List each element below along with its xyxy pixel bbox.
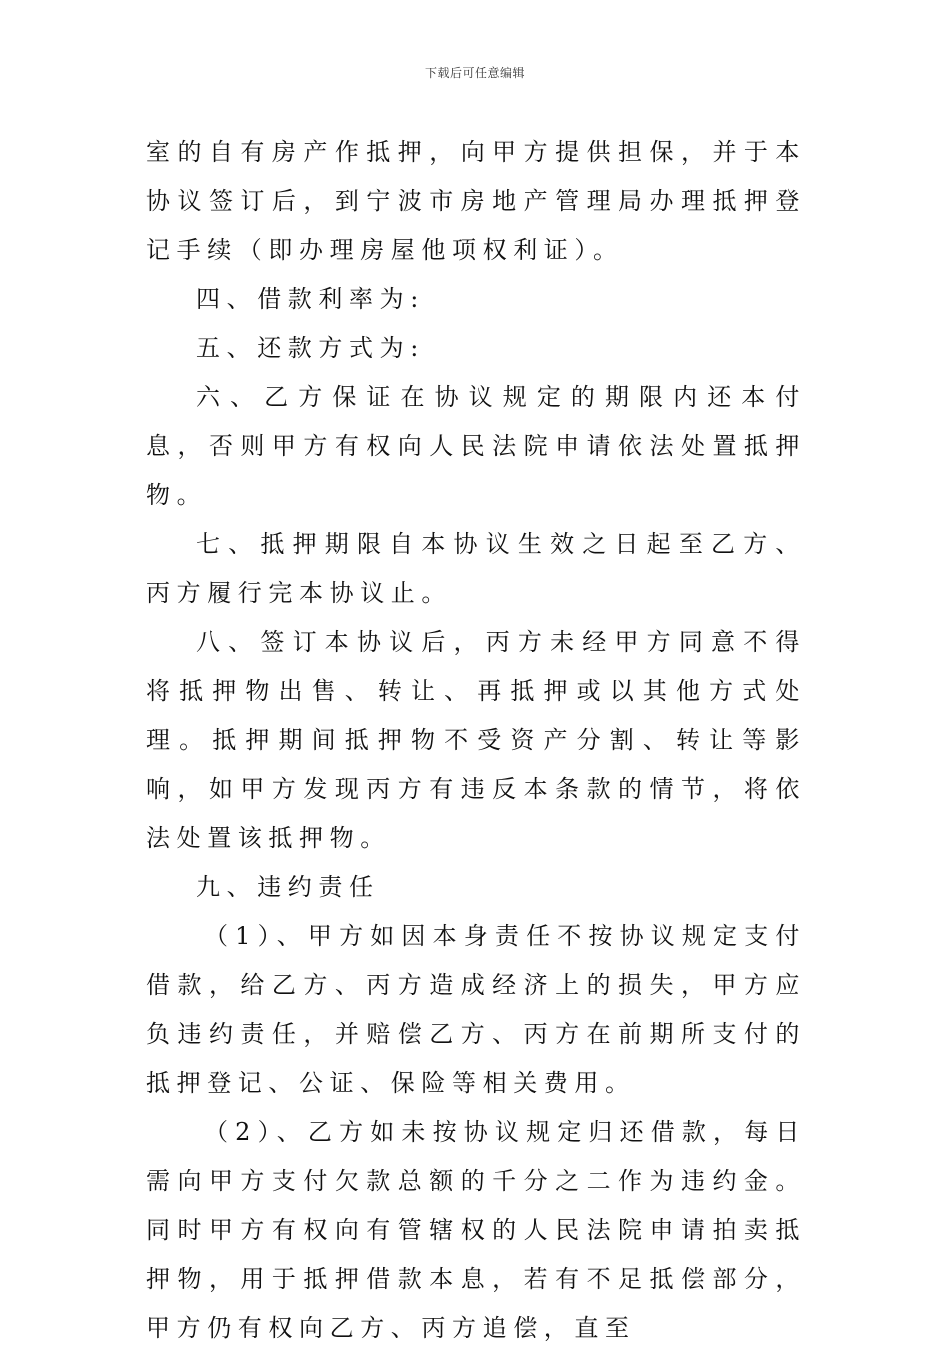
paragraph-repayment-guarantee: 六、乙方保证在协议规定的期限内还本付息，否则甲方有权向人民法院申请依法处置抵押物。 <box>146 383 806 509</box>
document-body <box>146 128 806 1353</box>
paragraph-interest-rate: 四、借款利率为: <box>196 285 425 313</box>
paragraph-breach-heading: 九、违约责任 <box>196 873 380 901</box>
page-header-note: 下载后可任意编辑 <box>424 66 525 80</box>
paragraph-mortgage-registration: 室的自有房产作抵押，向甲方提供担保，并于本协议签订后，到宁波市房地产管理局办理抵押登记手续（即办理房屋他项权利证）。 <box>146 138 806 264</box>
paragraph-mortgage-term: 七、抵押期限自本协议生效之日起至乙方、丙方履行完本协议止。 <box>146 530 806 607</box>
paragraph-collateral-restrictions: 八、签订本协议后，丙方未经甲方同意不得将抵押物出售、转让、再抵押或以其他方式处理。抵押期间抵押物不受资产分割、转让等影响，如甲方发现丙方有违反本条款的情节，将依法处置该抵押物。 <box>146 628 806 852</box>
paragraph-breach-clause-1: （1）、甲方如因本身责任不按协议规定支付借款，给乙方、丙方造成经济上的损失，甲方应负违约责任，并赔偿乙方、丙方在前期所支付的抵押登记、公证、保险等相关费用。 <box>146 922 806 1097</box>
paragraph-repayment-method: 五、还款方式为: <box>196 334 425 362</box>
paragraph-breach-clause-2: （2）、乙方如未按协议规定归还借款，每日需向甲方支付欠款总额的千分之二作为违约金。同时甲方有权向有管辖权的人民法院申请拍卖抵押物，用于抵押借款本息，若有不足抵偿部分，甲方仍有权向乙方、丙方追偿，直至 <box>146 1118 806 1342</box>
